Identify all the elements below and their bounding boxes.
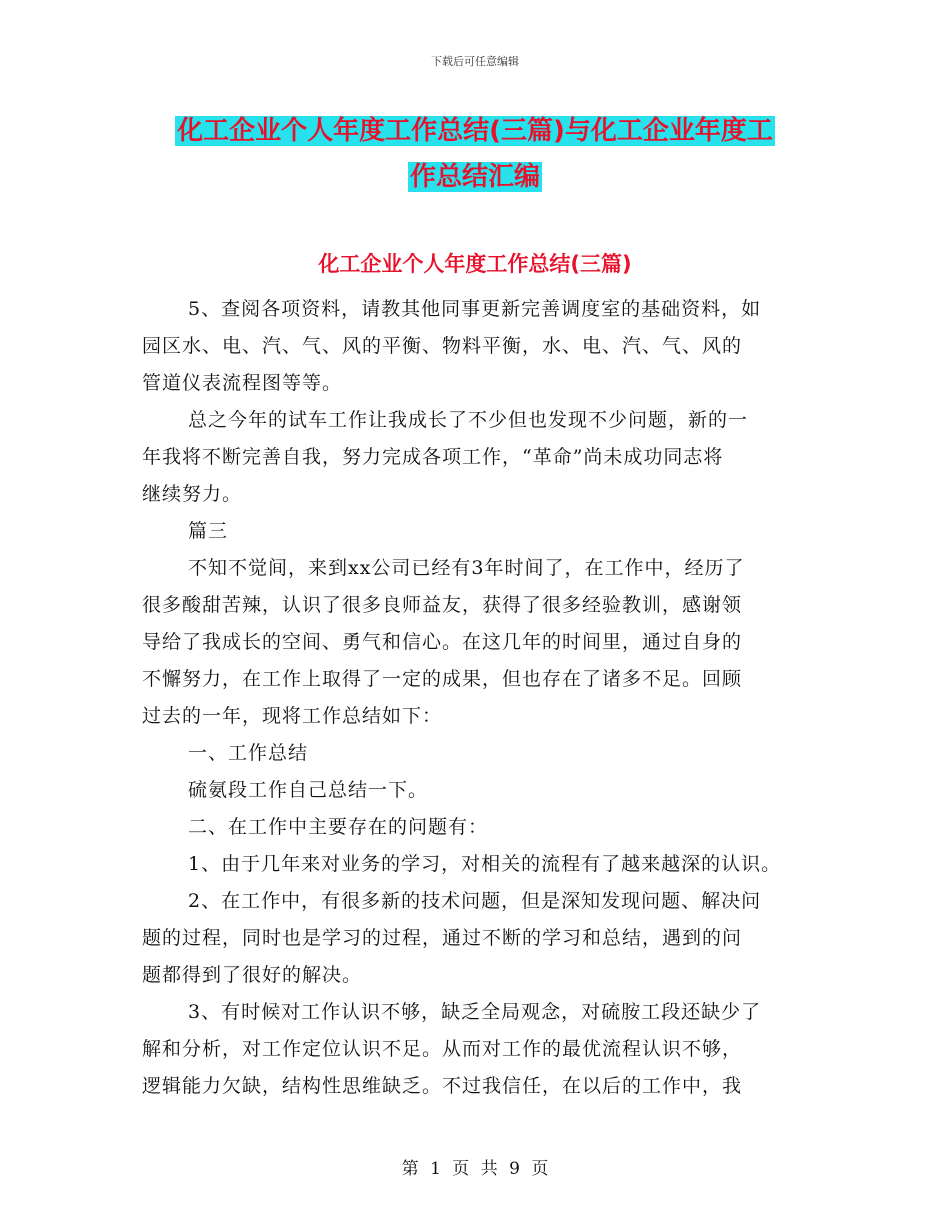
text-line: 不知不觉间，来到xx公司已经有3年时间了，在工作中，经历了 xyxy=(188,557,745,579)
text-line: 5、查阅各项资料，请教其他同事更新完善调度室的基础资料，如 xyxy=(188,298,762,320)
text-line: 1、由于几年来对业务的学习，对相关的流程有了越来越深的认识。 xyxy=(188,853,782,875)
text-line: 2、在工作中，有很多新的技术问题，但是深知发现问题、解决问 xyxy=(188,890,762,912)
text-line: 园区水、电、汽、气、风的平衡、物料平衡，水、电、汽、气、风的 xyxy=(142,335,743,357)
text-line: 过去的一年，现将工作总结如下： xyxy=(142,705,443,727)
document-title xyxy=(0,108,950,200)
text-line: 篇三 xyxy=(188,520,229,542)
page-footer: 第 1 页 共 9 页 xyxy=(401,1159,549,1179)
title-line-1: 化工企业个人年度工作总结(三篇)与化工企业年度工 xyxy=(177,116,773,146)
text-line: 题的过程，同时也是学习的过程，通过不断的学习和总结，遇到的问 xyxy=(142,927,743,949)
text-line: 继续努力。 xyxy=(142,483,243,505)
text-line: 解和分析，对工作定位认识不足。从而对工作的最优流程认识不够， xyxy=(142,1038,743,1060)
text-line: 很多酸甜苦辣，认识了很多良师益友，获得了很多经验教训，感谢领 xyxy=(142,594,743,616)
text-line: 导给了我成长的空间、勇气和信心。在这几年的时间里，通过自身的 xyxy=(142,631,743,653)
text-line: 二、在工作中主要存在的问题有： xyxy=(188,816,489,838)
header-note: 下载后可任意编辑 xyxy=(431,55,519,68)
title-line-2: 作总结汇编 xyxy=(409,162,540,192)
text-line: 硫氨段工作自己总结一下。 xyxy=(188,779,429,801)
text-line: 3、有时候对工作认识不够，缺乏全局观念，对硫胺工段还缺少了 xyxy=(188,1001,762,1023)
text-line: 总之今年的试车工作让我成长了不少但也发现不少问题，新的一 xyxy=(188,409,749,431)
text-line: 题都得到了很好的解决。 xyxy=(142,964,363,986)
text-line: 不懈努力，在工作上取得了一定的成果，但也存在了诸多不足。回顾 xyxy=(142,668,743,690)
text-line: 年我将不断完善自我，努力完成各项工作，“革命”尚未成功同志将 xyxy=(142,446,724,468)
text-line: 逻辑能力欠缺，结构性思维缺乏。不过我信任，在以后的工作中，我 xyxy=(142,1075,743,1097)
text-line: 一、工作总结 xyxy=(188,742,309,764)
body-text xyxy=(142,291,822,1105)
section-title: 化工企业个人年度工作总结(三篇) xyxy=(318,252,632,276)
text-line: 管道仪表流程图等等。 xyxy=(142,372,343,394)
